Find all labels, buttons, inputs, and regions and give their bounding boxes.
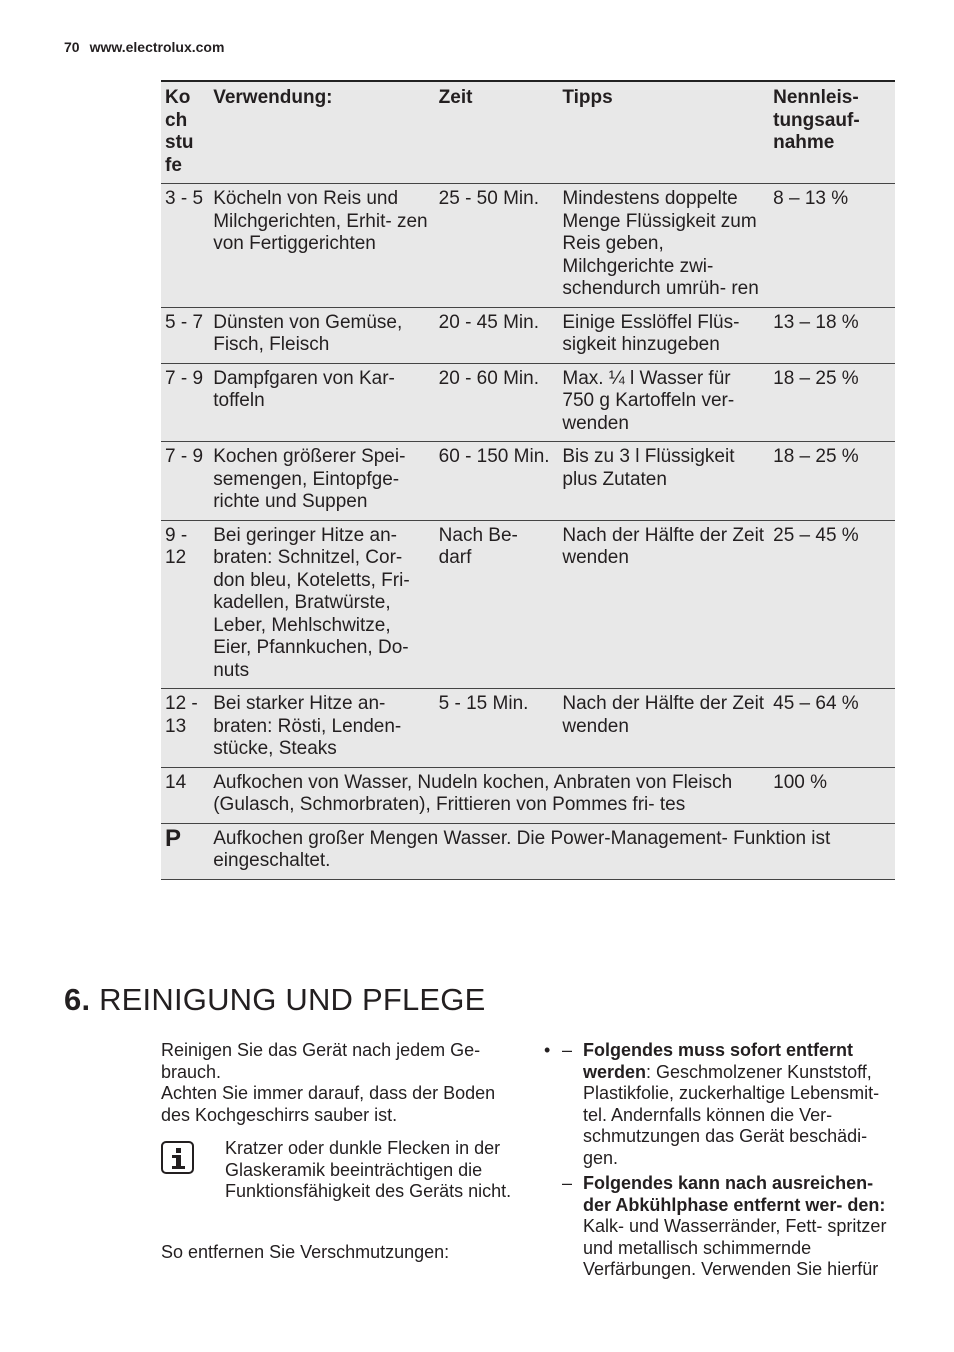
table-row [161,520,895,689]
cell-power: 25 – 45 % [769,520,895,689]
cell-time: 25 - 50 Min. [435,184,559,308]
info-note-text: Kratzer oder dunkle Flecken in der Glaskeramik beeinträchtigen die Funktionsfähigkeit des Geräts nicht. [225,1138,512,1201]
cell-time: Nach Be- darf [435,520,559,689]
cell-tips: Einige Esslöffel Flüs- sigkeit hinzugeben [558,307,769,363]
dash-marker: – [562,1173,573,1193]
paragraph-clean-cookware: Achten Sie immer darauf, dass der Boden des Kochgeschirrs sauber ist. [161,1083,496,1125]
cell-usage: Bei geringer Hitze an- braten: Schnitzel, Cor- don bleu, Koteletts, Fri- kadellen, Bratwürste, Leber, Mehlschwitze, Eier, Pfannkuchen, Do- nuts [209,520,434,689]
header-tipps: Tipps [558,81,769,184]
paragraph-clean-after-use: Reinigen Sie das Gerät nach jedem Ge- brauch. [161,1040,481,1082]
table-row [161,689,895,768]
cell-level: 9 - 12 [161,520,209,689]
cell-usage: Köcheln von Reis und Milchgerichten, Erhit- zen von Fertiggerichten [209,184,434,308]
cell-usage-wide: Aufkochen großer Mengen Wasser. Die Power-Management- Funktion ist eingeschaltet. [209,823,895,879]
info-icon [161,1141,194,1174]
table-row-14 [161,767,895,823]
cell-power: 18 – 25 % [769,442,895,521]
section-number: 6. [64,982,91,1017]
header-kochstufe: Ko ch stu fe [161,81,209,184]
cell-level: 3 - 5 [161,184,209,308]
item-text: Kalk- und Wasserränder, Fett- spritzer und metallisch schimmernde Verfärbungen. Verwenden Sie hierfür [583,1216,887,1279]
cell-level: 12 - 13 [161,689,209,768]
cell-usage: Kochen größerer Spei- semengen, Eintopfge- richte und Suppen [209,442,434,521]
header-zeit: Zeit [435,81,559,184]
cell-level: 5 - 7 [161,307,209,363]
section-heading [64,982,485,1018]
cell-level: 7 - 9 [161,442,209,521]
power-level-symbol: P [161,823,209,879]
cell-usage: Dünsten von Gemüse, Fisch, Fleisch [209,307,434,363]
cell-time: 20 - 45 Min. [435,307,559,363]
cell-power: 45 – 64 % [769,689,895,768]
cell-level: 7 - 9 [161,363,209,442]
cell-usage: Bei starker Hitze an- braten: Rösti, Lenden- stücke, Steaks [209,689,434,768]
cell-time: 60 - 150 Min. [435,442,559,521]
cell-tips: Bis zu 3 l Flüssigkeit plus Zutaten [558,442,769,521]
cell-tips: Mindestens doppelte Menge Flüssigkeit zum Reis geben, Milchgerichte zwi- schendurch umrüh- ren [558,184,769,308]
item-heading: Folgendes muss sofort entfernt werden [583,1040,854,1082]
item-text: : Geschmolzener Kunststoff, Plastikfolie, zuckerhaltige Lebensmit- tel. Andernfalls können die Ver- schmutzungen das Gerät beschädi- gen. [583,1061,880,1168]
cell-usage: Dampfgaren von Kar- toffeln [209,363,434,442]
page-number: 70 [64,39,80,55]
cooking-levels-table [161,80,895,880]
bullet-marker: • [544,1040,551,1060]
list-item [583,1173,896,1281]
cell-power: 18 – 25 % [769,363,895,442]
cell-tips: Max. ¼ l Wasser für 750 g Kartoffeln ver- wenden [558,363,769,442]
page-header [64,39,224,55]
cell-power: 13 – 18 % [769,307,895,363]
cell-tips: Nach der Hälfte der Zeit wenden [558,689,769,768]
table-row [161,363,895,442]
paragraph-remove-dirt: So entfernen Sie Verschmutzungen: [161,1242,450,1262]
table-header-row [161,81,895,184]
table-row [161,184,895,308]
left-column [161,1040,521,1126]
header-nennleistung: Nennleis- tungsauf- nahme [769,81,895,184]
cell-power: 8 – 13 % [769,184,895,308]
cell-time: 20 - 60 Min. [435,363,559,442]
table-row [161,442,895,521]
table-row-power [161,823,895,879]
cell-time: 5 - 15 Min. [435,689,559,768]
header-verwendung: Verwendung: [209,81,434,184]
cell-power: 100 % [769,767,895,823]
item-heading: Folgendes kann nach ausreichen- der Abkühlphase entfernt wer- den: [583,1173,886,1215]
list-item [583,1040,896,1169]
section-title: REINIGUNG UND PFLEGE [99,982,486,1017]
cell-tips: Nach der Hälfte der Zeit wenden [558,520,769,689]
site-url: www.electrolux.com [89,39,225,55]
dash-marker: – [562,1040,573,1060]
table-row [161,307,895,363]
cell-level: 14 [161,767,209,823]
cell-usage-wide: Aufkochen von Wasser, Nudeln kochen, Anbraten von Fleisch (Gulasch, Schmorbraten), Frittieren von Pommes fri- tes [209,767,769,823]
